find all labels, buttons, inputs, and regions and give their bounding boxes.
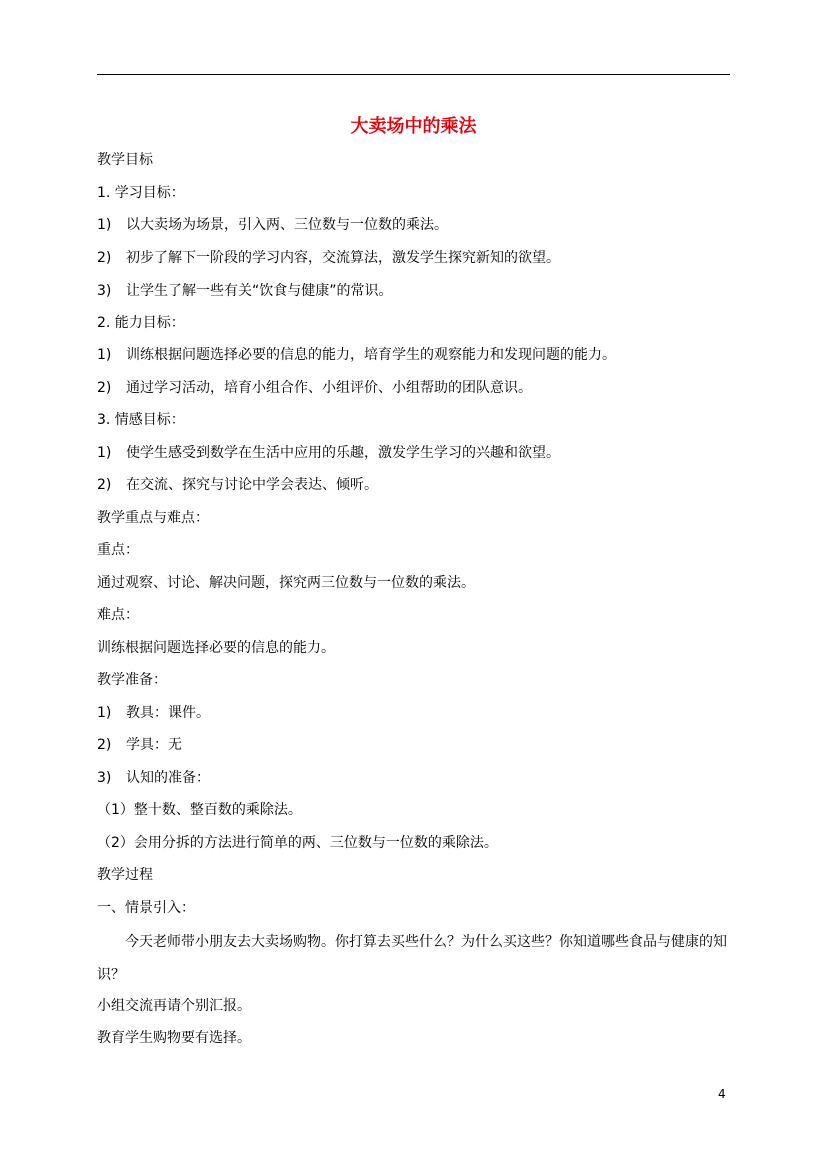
process-heading: 教学过程 [97, 867, 153, 883]
item-number: 3) [97, 283, 112, 299]
key-point-label: 重点： [97, 542, 139, 558]
intro-paragraph: 今天老师带小朋友去大卖场购物。你打算去买些什么？为什么买这些？你知道哪些食品与健康的知识？ [97, 934, 727, 983]
emotion-goal-heading: 3. 情感目标： [97, 412, 185, 428]
item-number: 1) [97, 445, 112, 461]
item-number: 2) [97, 737, 112, 753]
list-item [97, 215, 448, 235]
list-item [97, 768, 210, 788]
item-text: 在交流、探究与讨论中学会表达、倾听。 [126, 477, 378, 493]
item-number: 3) [97, 770, 112, 786]
item-number: 1) [97, 705, 112, 721]
item-number: 2) [97, 250, 112, 266]
page-number: 4 [718, 1087, 726, 1101]
item-text: 让学生了解一些有关“饮食与健康”的常识。 [126, 283, 393, 299]
list-item [97, 443, 560, 463]
item-text: 教具：课件。 [126, 705, 210, 721]
item-number: 2) [97, 477, 112, 493]
intro-heading: 一、情景引入： [97, 900, 195, 916]
educate-text: 教育学生购物要有选择。 [97, 1030, 251, 1046]
list-item [97, 475, 378, 495]
goals-heading: 教学目标 [97, 152, 153, 168]
prep-heading: 教学准备： [97, 672, 167, 688]
header-rule [97, 74, 730, 75]
key-point-text: 通过观察、讨论、解决问题，探究两三位数与一位数的乘法。 [97, 575, 475, 591]
item-number: 1) [97, 347, 112, 363]
item-text: 学具：无 [126, 737, 182, 753]
focus-heading: 教学重点与难点： [97, 510, 209, 526]
list-item [97, 703, 210, 723]
list-item [97, 248, 560, 268]
item-text: 通过学习活动，培育小组合作、小组评价、小组帮助的团队意识。 [126, 380, 532, 396]
item-text: 认知的准备： [126, 770, 210, 786]
learning-goal-heading: 1. 学习目标： [97, 185, 185, 201]
document-title: 大卖场中的乘法 [350, 116, 477, 137]
difficulty-label: 难点： [97, 607, 139, 623]
item-text: 训练根据问题选择必要的信息的能力，培育学生的观察能力和发现问题的能力。 [126, 347, 616, 363]
list-item [97, 378, 532, 398]
item-text: 使学生感受到数学在生活中应用的乐趣，激发学生学习的兴趣和欲望。 [126, 445, 560, 461]
prep-sub-item: （1）整十数、整百数的乘除法。 [97, 802, 302, 818]
prep-sub-item: （2）会用分拆的方法进行简单的两、三位数与一位数的乘除法。 [97, 835, 498, 851]
difficulty-text: 训练根据问题选择必要的信息的能力。 [97, 640, 335, 656]
list-item [97, 735, 182, 755]
list-item [97, 281, 393, 301]
list-item [97, 345, 616, 365]
ability-goal-heading: 2. 能力目标： [97, 315, 185, 331]
group-text: 小组交流再请个别汇报。 [97, 998, 251, 1014]
item-text: 初步了解下一阶段的学习内容，交流算法，激发学生探究新知的欲望。 [126, 250, 560, 266]
item-text: 以大卖场为场景，引入两、三位数与一位数的乘法。 [126, 217, 448, 233]
item-number: 1) [97, 217, 112, 233]
item-number: 2) [97, 380, 112, 396]
